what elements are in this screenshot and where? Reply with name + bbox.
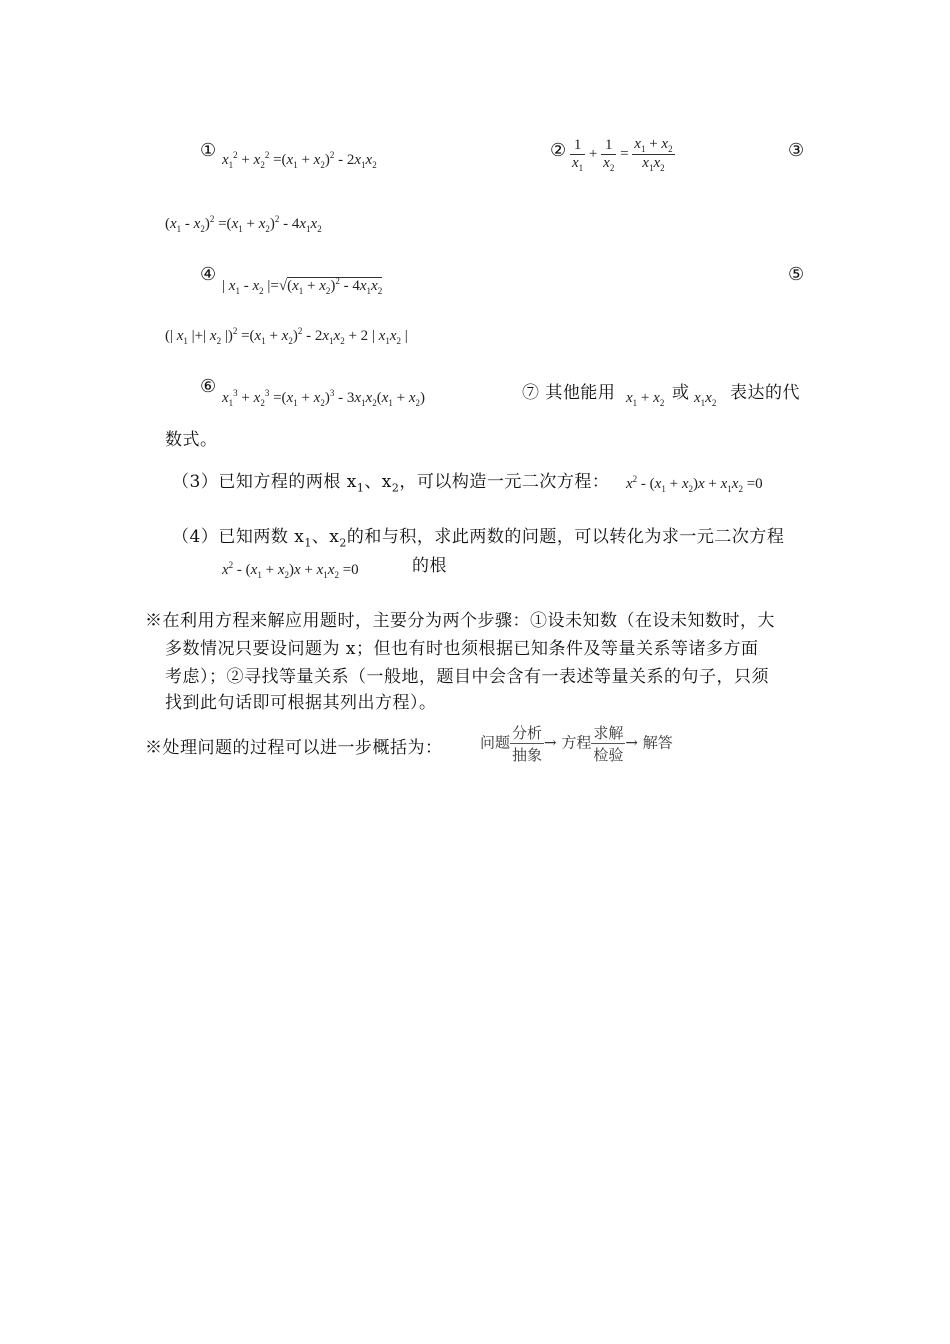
or-text: 或 <box>672 383 690 403</box>
item-7-text: ⑦ 其他能用 <box>522 383 616 403</box>
item-number-2: ② <box>550 140 567 161</box>
item-number-6: ⑥ <box>200 376 217 397</box>
paragraph-4-tail: 的根 <box>412 556 447 576</box>
note-1-line-3: 考虑）；②寻找等量关系（一般地，题目中会含有一表述等量关系的句子，只须 <box>165 667 769 687</box>
item-7-text-end: 数式。 <box>165 430 218 450</box>
paragraph-4: （4）已知两数 $x_1$、$x_2$的和与积，求此两数的问题，可以转化为求一元二次方程 <box>172 527 785 550</box>
formula-2: $\frac{1}{x_1}$ + $\frac{1}{x_2}$ = $\frac{x_1 + x_2}{x_1x_2}$ <box>572 136 673 173</box>
arrow-icon: → <box>544 733 557 752</box>
formula-3: $(x_1 - x_2)^2 =(x_1 + x_2)^2 - 4x_1x_2$ <box>165 214 322 234</box>
item-number-3: ③ <box>788 140 805 161</box>
arrow-icon: → <box>625 733 638 752</box>
sum-expression: $x_1 + x_2$ <box>626 390 665 408</box>
formula-quadratic: $x^2 - (x_1 + x_2)x + x_1x_2 =0$ <box>222 560 359 580</box>
paragraph-3: （3）已知方程的两根 $x_1$、$x_2$，可以构造一元二次方程： <box>172 472 610 495</box>
note-1-line-4: 找到此句话即可根据其列出方程）。 <box>165 693 437 713</box>
formula-6: $x_1^3 + x_2^3 =(x_1 + x_2)^3 - 3x_1x_2(x_1 + x_2)$ <box>222 388 425 408</box>
item-number-5: ⑤ <box>788 264 805 285</box>
process-flow: 问题 $\frac{\text{分析}}{\text{抽象}}$ → 方程 $\frac{\text{求解}}{\text{检验}}$ → 解答 <box>480 724 673 764</box>
flow-equation: 方程 <box>561 733 592 752</box>
formula-5: (| $x_1$ |+| $x_2$ $|)^2 =(x_1 + x_2)^2 - 2x_1x_2 + 2$ | $x_1x_2$ | <box>165 326 408 346</box>
product-expression: $x_1x_2$ <box>694 390 717 408</box>
note-2-text: ※处理问题的过程可以进一步概括为： <box>145 738 443 758</box>
flow-answer: 解答 <box>642 733 673 752</box>
item-7-text-cont: 表达的代 <box>730 383 800 403</box>
item-number-1: ① <box>200 140 217 161</box>
item-number-4: ④ <box>200 264 217 285</box>
flow-problem: 问题 <box>480 733 511 752</box>
formula-construct-equation: $x^2 - (x_1 + x_2)x + x_1x_2 =0$ <box>626 474 763 494</box>
note-1-line-2: 多数情况只要设问题为 x；但也有时也须根据已知条件及等量关系等诸多方面 <box>165 639 759 659</box>
note-1-line-1: ※在利用方程来解应用题时，主要分为两个步骤：①设未知数（在设未知数时，大 <box>145 611 775 631</box>
formula-4: | $x_1 - x_2$ $|=√(x_1 + x_2)^2 - 4x_1x_2$ <box>222 276 383 296</box>
formula-1: $x_1^2 + x_2^2 =(x_1 + x_2)^2 - 2x_1x_2$ <box>222 150 377 170</box>
